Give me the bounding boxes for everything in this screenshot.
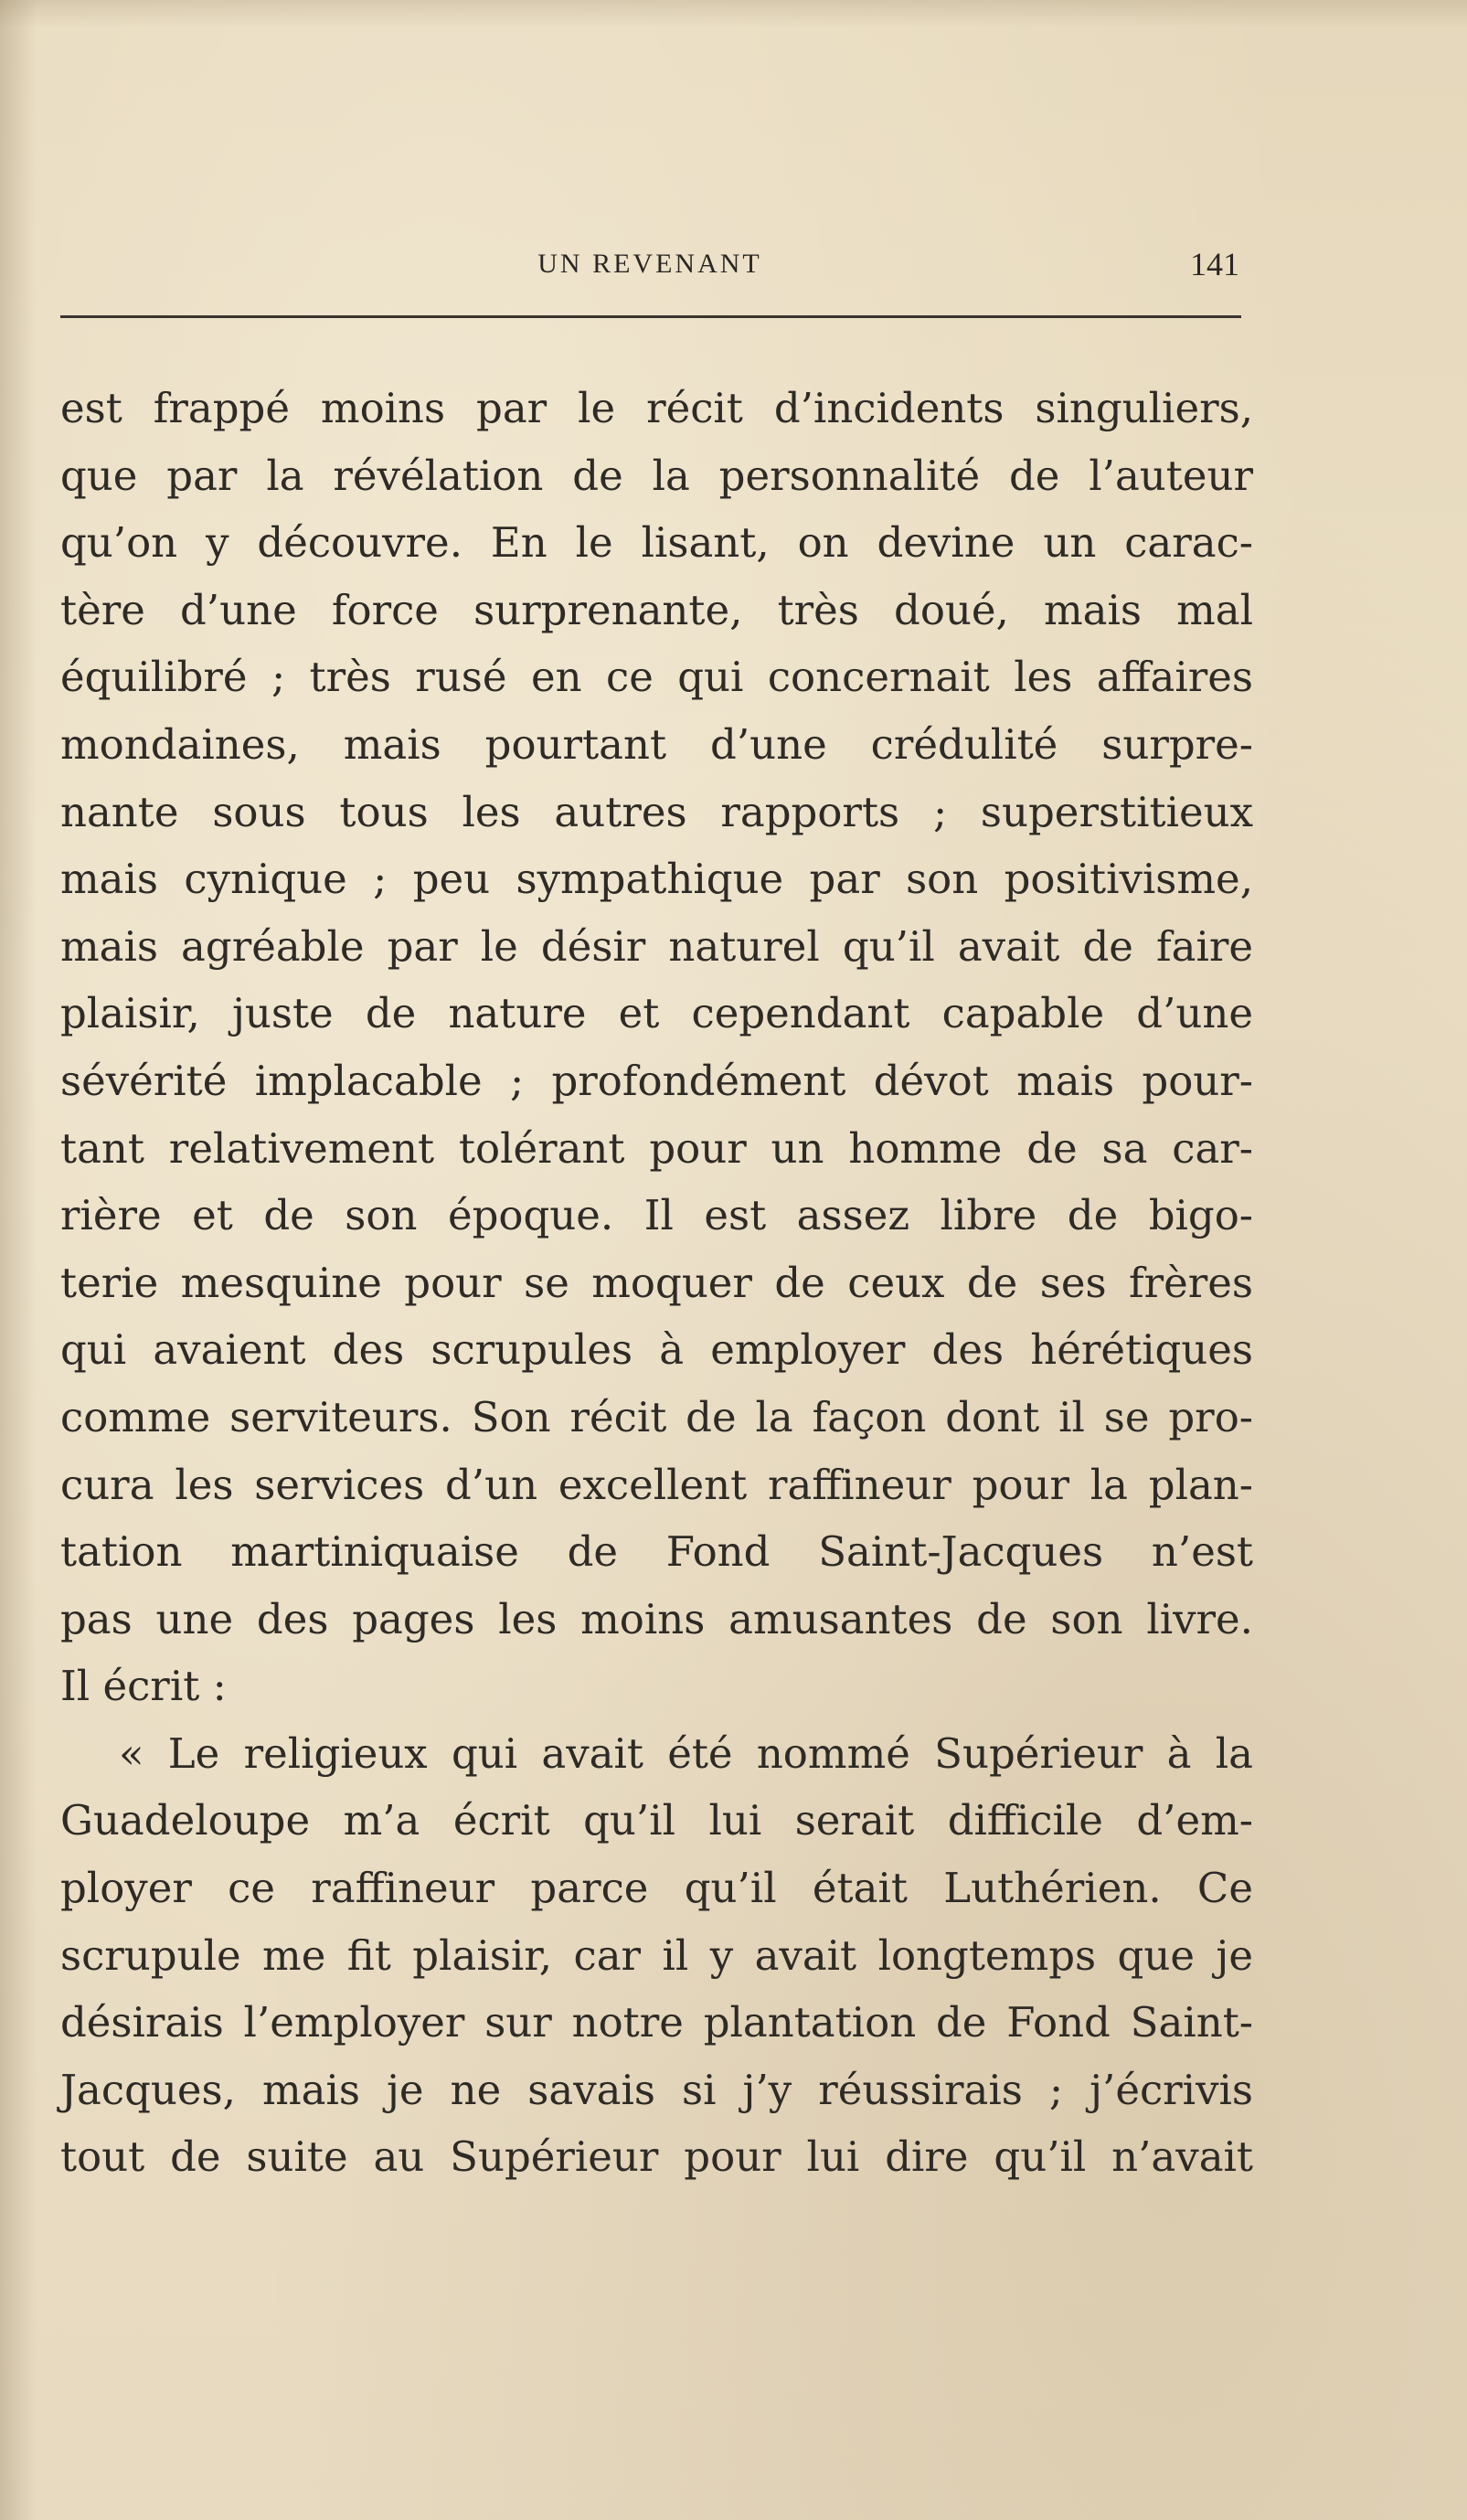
text-line: terie mesquine pour se moquer de ceux de ses frères [60,1258,1253,1307]
page-number: 141 [1190,246,1239,282]
text-line: Jacques, mais je ne savais si j’y réussirais ; j’écrivis [60,2065,1253,2114]
text-line: rière et de son époque. Il est assez libre de bigo- [60,1191,1253,1240]
body-text [60,375,1276,2191]
text-line: mais cynique ; peu sympathique par son positivisme, [60,855,1253,904]
page-edge-shadow-left [0,0,37,2520]
text-line: désirais l’employer sur notre plantation de Fond Saint- [60,1998,1253,2047]
text-line: comme serviteurs. Son récit de la façon dont il se pro- [60,1392,1253,1441]
text-line: tation martiniquaise de Fond Saint-Jacques n’est [60,1527,1253,1577]
text-line: scrupule me fit plaisir, car il y avait longtemps que je [60,1930,1253,1980]
text-line: tout de suite au Supérieur pour lui dire qu’il n’avait [60,2132,1253,2182]
text-line: est frappé moins par le récit d’incidents singuliers, [60,384,1253,432]
running-head [60,245,1239,291]
text-line: cura les services d’un excellent raffineur pour la plan- [60,1460,1253,1509]
text-line: sévérité implacable ; profondément dévot mais pour- [60,1056,1253,1105]
page-edge-shadow-top [0,0,1467,27]
text-line: tant relativement tolérant pour un homme de sa car- [60,1123,1253,1173]
text-line: « Le religieux qui avait été nommé Supérieur à la [119,1728,1253,1778]
text-line: plaisir, juste de nature et cependant capable d’une [60,989,1253,1038]
header-rule [60,315,1241,318]
running-title: UN REVENANT [537,249,762,279]
text-line: mondaines, mais pourtant d’une crédulité surpre- [60,719,1253,769]
text-line: ployer ce raffineur parce qu’il était Luthérien. Ce [60,1864,1253,1913]
text-line: mais agréable par le désir naturel qu’il avait de faire [60,921,1253,971]
text-line: que par la révélation de la personnalité de l’auteur [60,451,1253,500]
text-line: équilibré ; très rusé en ce qui concernait les affaires [60,653,1253,702]
text-line: Guadeloupe m’a écrit qu’il lui serait difficile d’em- [60,1796,1253,1845]
text-line: tère d’une force surprenante, très doué, mais mal [60,585,1253,634]
text-line: qu’on y découvre. En le lisant, on devine un carac- [60,518,1253,568]
text-line: pas une des pages les moins amusantes de son livre. [60,1594,1253,1643]
text-line: Il écrit : [60,1662,227,1711]
text-line: qui avaient des scrupules à employer des hérétiques [60,1325,1253,1375]
text-line: nante sous tous les autres rapports ; superstitieux [60,787,1253,836]
